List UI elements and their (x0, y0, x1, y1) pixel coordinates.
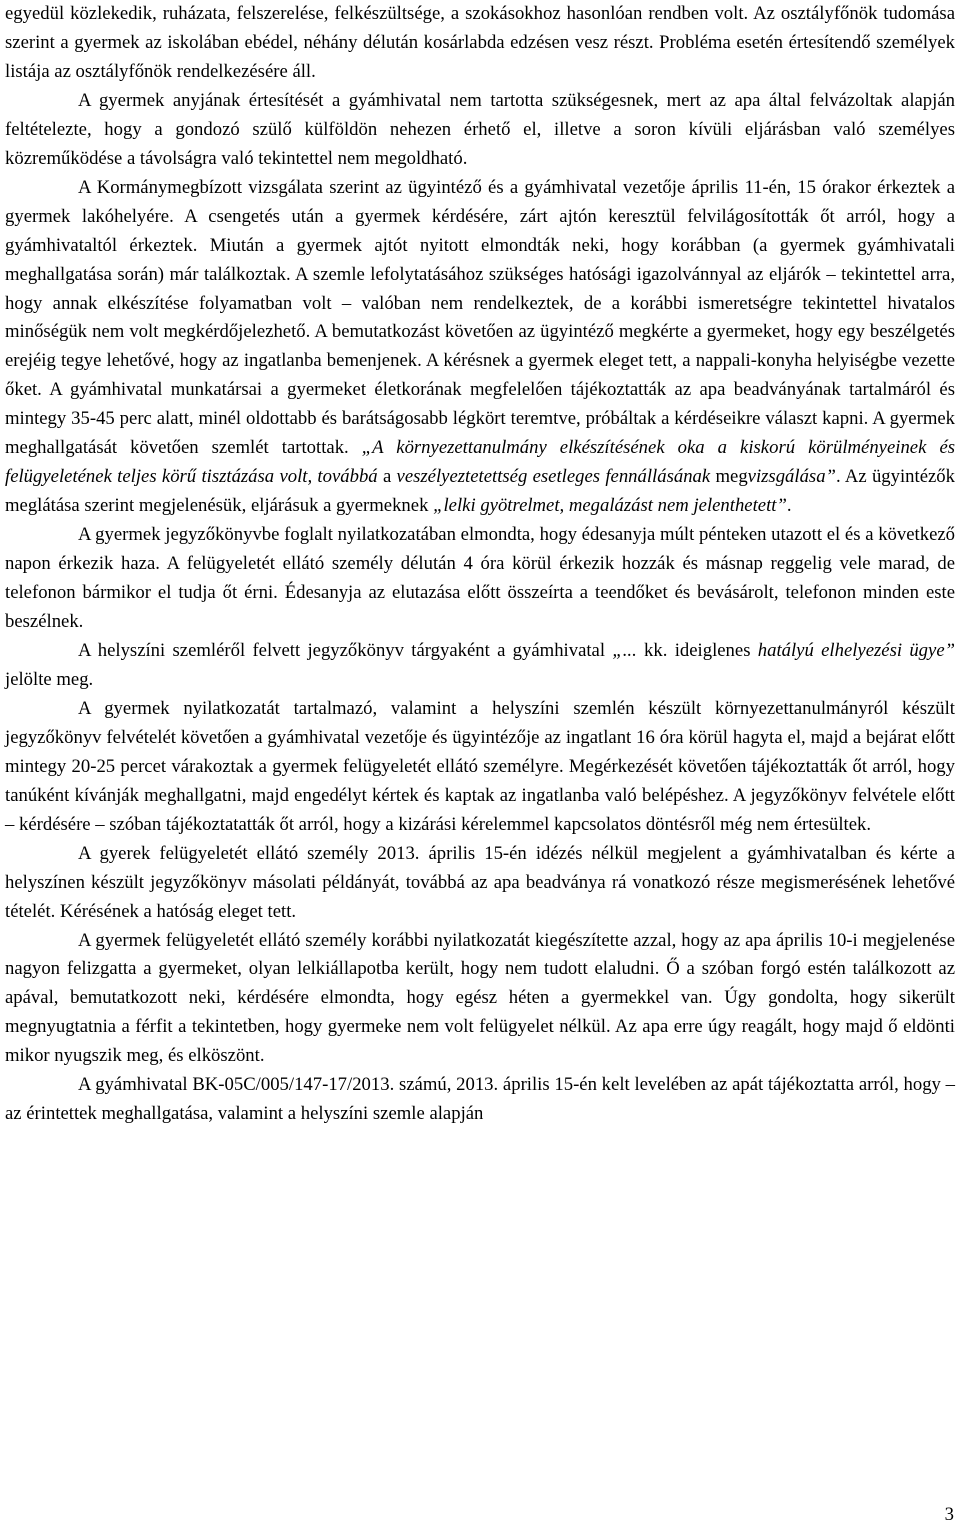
body-text: A gyermek jegyzőkönyvbe foglalt nyilatkozatában elmondta, hogy édesanyja múlt pénteken utazott el és a következő napon érkezik haza. A felügyeletét ellátó személy délután 4 óra körül érkezik hozzák és másnap reggelig vele marad, de telefonon bármikor el tudja őt érni. Édesanyja az elutazása előtt összeírta a teendőket és bevásárolt, telefonon minden este beszélnek. (5, 524, 955, 633)
body-text: A gyámhivatal BK-05C/005/147-17/2013. számú, 2013. április 15-én kelt levelében az apát tájékoztatta arról, hogy – az érintettek meghallgatása, valamint a helyszíni szemle alapján (5, 1074, 955, 1125)
body-text: A gyerek felügyeletét ellátó személy 2013. április 15-én idézés nélkül megjelent a gyámhivatalban és kérte a helyszínen készült jegyzőkönyv másolati példányát, továbbá az apa beadványa rá vonatkozó része megismerésének lehetővé tételét. Kérésének a hatóság eleget tett. (5, 842, 955, 922)
italic-text: „A környezettanulmány elkészítésének oka a kiskorú körülményeinek és felügyeletének teljes körű tisztázása volt, továbbá (5, 437, 956, 488)
italic-text: vizsgálása” (747, 466, 836, 488)
paragraph (5, 1071, 955, 1129)
body-text: . Az ügyintézők meglátása szerint megjelenésük, eljárásuk a gyermeknek (5, 466, 955, 517)
paragraph (5, 521, 955, 637)
italic-text: hatályú elhelyezési ügye” (757, 639, 956, 661)
body-text: A Kormánymegbízott vizsgálata szerint az ügyintéző és a gyámhivatal vezetője április 11-én, 15 órakor érkeztek a gyermek lakóhelyére. A csengetés után a gyermek kérdésére, zárt ajtón keresztül felvilágosították őt arról, hogy a gyámhivataltól érkeztek. Miután a gyermek ajtót nyitott elmondták neki, hogy korábban (a gyermek gyámhivatali meghallgatása során) már találkoztak. A szemle lefolytatásához szükséges hatósági igazolvánnyal az eljárók – tekintettel arra, hogy annak elkészítése folyamatban volt – valóban nem rendelkeztek, de a korábbi ismeretségre tekintettel hivatalos minőségük nem volt megkérdőjelezhető. A bemutatkozást követően az ügyintéző megkérte a gyermeket, hogy egy beszélgetés erejéig tegye lehetővé, hogy az ingatlanba bemenjenek. A kérésnek a gyermek eleget tett, a nappali-konyha helyiségbe vezette őket. A gyámhivatal munkatársai a gyermeket életkorának megfelelően tájékoztatták az apa beadványának tartalmáról és mintegy 35-45 perc alatt, minél oldottabb és barátságosabb légkört teremtve, próbáltak a kérdéseikre választ kapni. A gyermek meghallgatását követően szemlét tartottak. (5, 176, 955, 459)
body-text: A gyermek felügyeletét ellátó személy korábbi nyilatkozatát kiegészítette azzal, hogy az apa április 10-i megjelenése nagyon felizgatta a gyermeket, olyan lelkiállapotba került, hogy nem tudott elaludni. Ő a szóban forgó estén találkozott az apával, bemutatkozott neki, kérdésére elmondta, hogy egész héten a gyermekkel van. Úgy gondolta, hogy sikerült megnyugtatnia a férfit a tekintetben, hogy gyermeke nem volt felügyelet nélkül. Az apa erre úgy reagált, hogy majd ő eldönti mikor nyugszik meg, és elköszönt. (5, 929, 955, 1067)
italic-text: „lelki gyötrelmet, megalázást nem jelenthetett” (433, 495, 787, 517)
paragraph (5, 927, 955, 1072)
paragraph (5, 174, 955, 521)
body-text: meg (710, 466, 748, 488)
paragraph (5, 87, 955, 174)
body-text: A helyszíni szemléről felvett jegyzőkönyv tárgyaként a gyámhivatal (78, 639, 613, 661)
italic-text: „... (612, 639, 637, 661)
paragraph (5, 0, 955, 87)
page-number: 3 (944, 1504, 954, 1525)
paragraph (5, 637, 955, 695)
body-text: A gyermek anyjának értesítését a gyámhivatal nem tartotta szükségesnek, mert az apa által felvázoltak alapján feltételezte, hogy a gondozó szülő külföldön nehezen érhető el, illetve a soron kívüli eljárásban való személyes közreműködése a távolságra való tekintettel nem megoldható. (5, 89, 955, 169)
body-text: kk. ideiglenes (636, 639, 758, 661)
paragraph (5, 695, 955, 840)
body-text: egyedül közlekedik, ruházata, felszerelése, felkészültsége, a szokásokhoz hasonlóan rendben volt. Az osztályfőnök tudomása szerint a gyermek az iskolában ebédel, néhány délután kosárlabda edzésen vesz részt. Probléma esetén értesítendő személyek listája az osztályfőnök rendelkezésére áll. (5, 3, 955, 82)
paragraph (5, 840, 955, 927)
body-text: A gyermek nyilatkozatát tartalmazó, valamint a helyszíni szemlén készült környezettanulmányról készült jegyzőkönyv felvételét követően a gyámhivatal vezetője és ügyintézője az ingatlant 16 óra körül hagyta el, majd a bejárat előtt mintegy 20-25 percet várakoztak a gyermek felügyeletét ellátó személyre. Megérkezését követően tájékoztatták őt arról, hogy tanúként kívánják meghallgatni, majd engedélyt kértek és kaptak az ingatlanba való belépéshez. A jegyzőkönyv felvétele előtt – kérdésére – szóban tájékoztatatták őt arról, hogy a kizárási kérelemmel kapcsolatos döntésről még nem értesültek. (5, 697, 955, 835)
body-text: a (377, 466, 397, 488)
document-page (5, 0, 955, 1129)
body-text: jelölte meg. (5, 668, 94, 690)
italic-text: veszélyeztetettség esetleges fennállásának (396, 466, 711, 488)
body-text: . (786, 495, 792, 517)
